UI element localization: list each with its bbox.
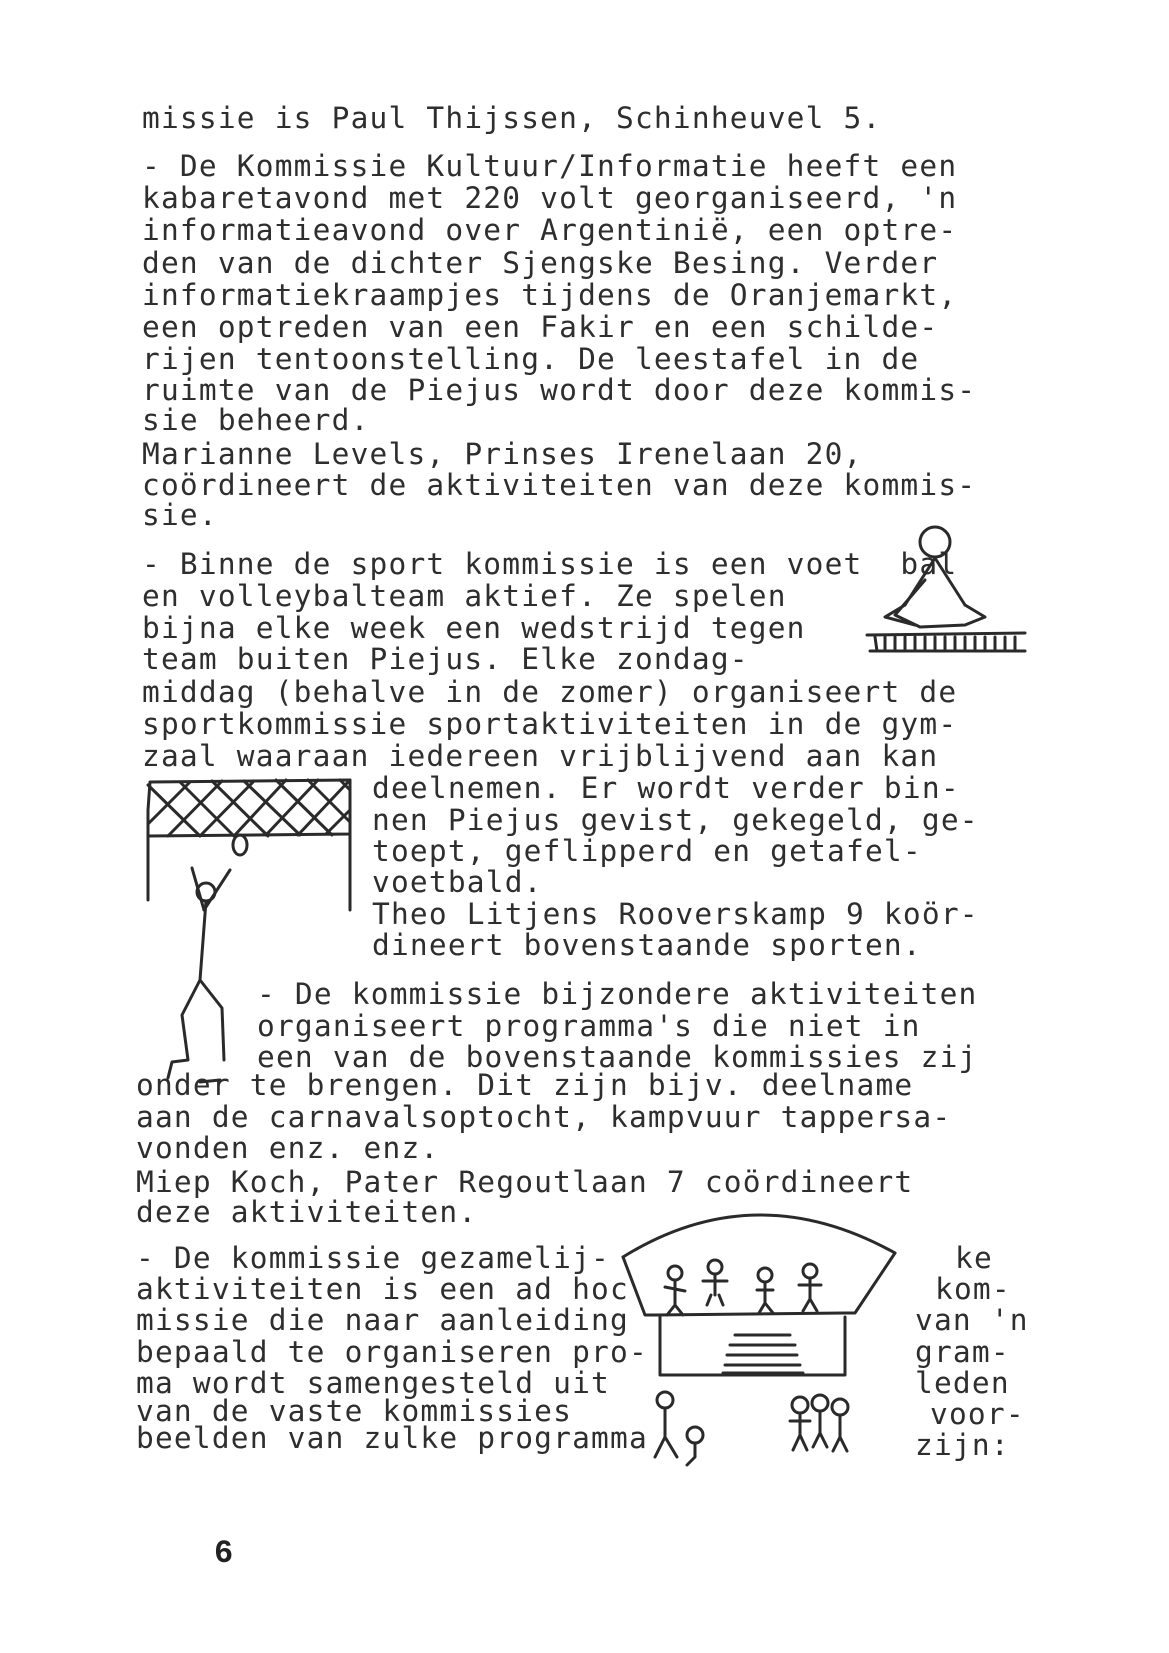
text-line: - De kommissie bijzondere aktiviteiten xyxy=(257,977,978,1011)
text-line: ke xyxy=(955,1241,993,1275)
stage-performers-icon xyxy=(615,1195,905,1485)
text-line: een van de bovenstaande kommissies zij xyxy=(257,1040,978,1074)
text-line: gram- xyxy=(915,1335,1010,1369)
text-line: zijn: xyxy=(915,1428,1010,1462)
text-line: den van de dichter Sjengske Besing. Verder xyxy=(142,246,939,280)
text-line: voetbald. xyxy=(372,865,543,899)
text-line: - De Kommissie Kultuur/Informatie heeft een xyxy=(142,149,958,183)
text-line: informatiekraampjes tijdens de Oranjemarkt, xyxy=(142,278,958,312)
text-line: ma wordt samengesteld uit xyxy=(136,1366,611,1400)
text-line: team buiten Piejus. Elke zondag- xyxy=(142,642,749,676)
text-line: missie die naar aanleiding xyxy=(136,1303,629,1337)
volleyball-player-icon xyxy=(140,770,380,1100)
text-line: aktiviteiten is een ad hoc xyxy=(136,1272,629,1306)
text-line: Miep Koch, Pater Regoutlaan 7 coördineert xyxy=(136,1165,914,1199)
text-line: sie. xyxy=(142,498,218,532)
text-line: Marianne Levels, Prinses Irenelaan 20, xyxy=(142,437,863,471)
text-line: en volleybalteam aktief. Ze spelen xyxy=(142,579,787,613)
text-line: bepaald te organiseren pro- xyxy=(136,1335,648,1369)
text-line: van 'n xyxy=(915,1303,1029,1337)
text-line: beelden van zulke programma xyxy=(136,1421,648,1455)
text-line: leden xyxy=(915,1366,1010,1400)
text-line: dineert bovenstaande sporten. xyxy=(372,928,922,962)
text-line: organiseert programma's die niet in xyxy=(257,1009,921,1043)
meditating-figure-icon xyxy=(855,525,1035,705)
page-number: 6 xyxy=(214,1535,234,1572)
text-line: sportkommissie sportaktiviteiten in de gym- xyxy=(142,707,958,741)
text-line: kom- xyxy=(935,1272,1011,1306)
text-line: ruimte van de Piejus wordt door deze kommis- xyxy=(142,373,977,407)
text-line: onder te brengen. Dit zijn bijv. deelname xyxy=(136,1068,914,1102)
text-line: sie beheerd. xyxy=(142,403,370,437)
text-line: informatieavond over Argentinië, een optre- xyxy=(142,213,958,247)
text-line: deze aktiviteiten. xyxy=(136,1195,478,1229)
text-line: middag (behalve in de zomer) organiseert de xyxy=(142,675,958,709)
text-line: rijen tentoonstelling. De leestafel in de xyxy=(142,342,920,376)
text-line: zaal waaraan iedereen vrijblijvend aan kan xyxy=(142,739,939,773)
text-line: kabaretavond met 220 volt georganiseerd, 'n xyxy=(142,181,958,215)
text-line: missie is Paul Thijssen, Schinheuvel 5. xyxy=(142,101,882,135)
text-line: nen Piejus gevist, gekegeld, ge- xyxy=(372,803,979,837)
text-line: aan de carnavalsoptocht, kampvuur tappersa- xyxy=(136,1100,952,1134)
text-line: toept, geflipperd en getafel- xyxy=(372,834,922,868)
text-line: - Binne de sport kommissie is een voet bal xyxy=(142,547,958,581)
text-line: een optreden van een Fakir en een schilde- xyxy=(142,310,939,344)
text-line: Theo Litjens Rooverskamp 9 koör- xyxy=(372,897,979,931)
text-line: van de vaste kommissies xyxy=(136,1394,573,1428)
text-line: - De kommissie gezamelij- xyxy=(136,1241,611,1275)
text-line: coördineert de aktiviteiten van deze kommis- xyxy=(142,468,977,502)
text-line: bijna elke week een wedstrijd tegen xyxy=(142,611,806,645)
text-line: deelnemen. Er wordt verder bin- xyxy=(372,771,960,805)
text-line: vonden enz. enz. xyxy=(136,1131,440,1165)
text-line: voor- xyxy=(930,1397,1025,1431)
